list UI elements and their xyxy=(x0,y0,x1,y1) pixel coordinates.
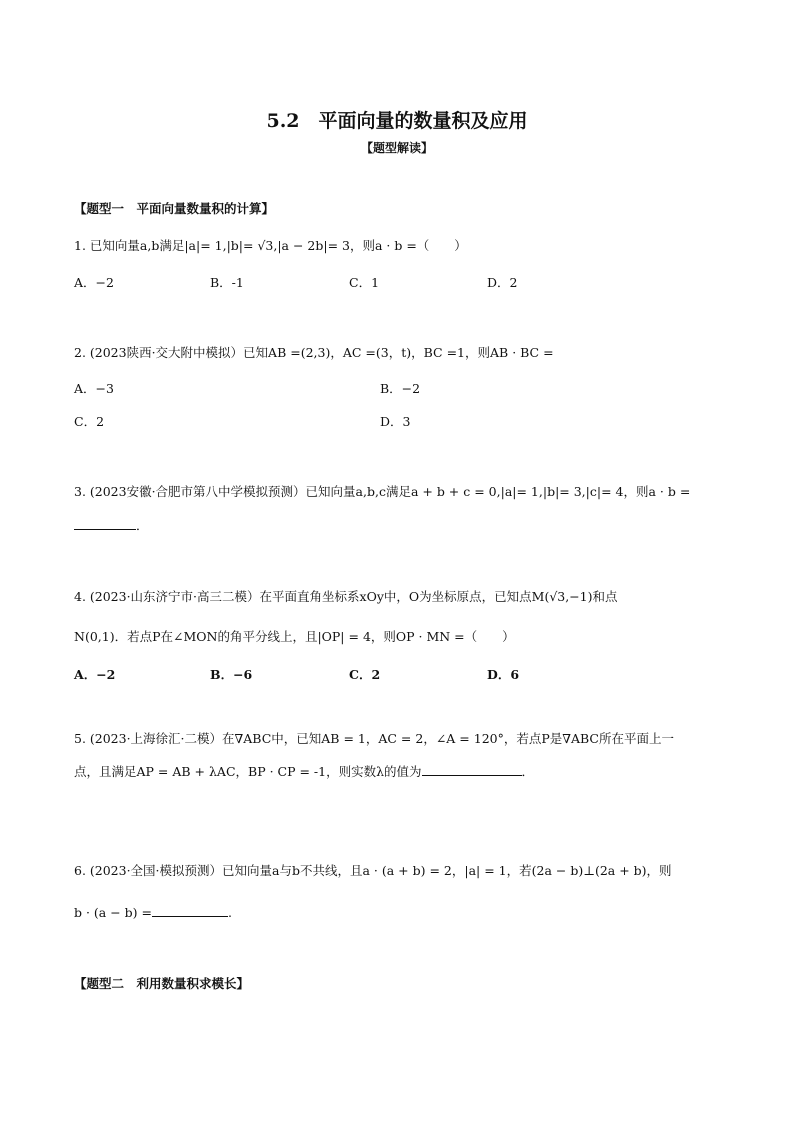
q3-end-mark: ． xyxy=(136,518,149,533)
page-subtitle: 【题型解读】 xyxy=(360,141,433,155)
q1-option-b: B．-1 xyxy=(210,275,244,290)
question-4-line-2: N(0,1)．若点P在∠MON的角平分线上，且|OP| = 4，则OP · MN =（ ） xyxy=(74,629,515,644)
q1-option-d: D．2 xyxy=(487,275,518,290)
q2-option-c: C．2 xyxy=(74,414,105,429)
q5-line-2-text: 点，且满足AP = AB + λAC，BP · CP = -1，则实数λ的值为 xyxy=(74,764,422,779)
answer-blank[interactable] xyxy=(152,904,228,917)
q5-end-mark: ． xyxy=(521,764,535,779)
q4-option-a: A．−2 xyxy=(74,667,116,682)
question-1: 1. 已知向量a,b满足|a|= 1,|b|= √3,|a − 2b|= 3，则a · b =（ ） xyxy=(74,238,467,253)
section-heading-2: 【题型二 利用数量积求模长】 xyxy=(74,976,250,991)
answer-blank[interactable] xyxy=(422,763,522,776)
q2-option-b: B．−2 xyxy=(380,381,421,396)
page-title: 5.2 平面向量的数量积及应用 xyxy=(266,110,528,132)
question-5-line-2 xyxy=(74,762,534,780)
q2-option-d: D．3 xyxy=(380,414,411,429)
q4-option-b: B．−6 xyxy=(210,667,253,682)
question-4: 4. (2023·山东济宁市·高三二模）在平面直角坐标系xOy中，O为坐标原点，已知点M(√3,−1)和点 xyxy=(74,589,618,604)
q4-option-d: D．6 xyxy=(487,667,520,682)
q6-end-mark: . xyxy=(228,905,232,920)
question-6: 6. (2023·全国·模拟预测）已知向量a与b不共线，且a · (a + b) = 2，|a| = 1，若(2a − b)⊥(2a + b)，则 xyxy=(74,863,672,878)
q1-option-c: C．1 xyxy=(349,275,380,290)
question-3-line-2 xyxy=(74,516,149,534)
answer-blank[interactable] xyxy=(74,517,136,530)
section-heading-1: 【题型一 平面向量数量积的计算】 xyxy=(74,201,275,216)
q6-line-2-text: b · (a − b) = xyxy=(74,905,152,920)
question-6-line-2 xyxy=(74,904,232,920)
question-3: 3. (2023安徽·合肥市第八中学模拟预测）已知向量a,b,c满足a + b + c = 0,|a|= 1,|b|= 3,|c|= 4，则a · b = xyxy=(74,484,691,499)
question-5: 5. (2023·上海徐汇·二模）在∇ABC中，已知AB = 1，AC = 2，∠A = 120°，若点P是∇ABC所在平面上一 xyxy=(74,731,675,746)
q1-option-a: A．−2 xyxy=(74,275,114,290)
question-2: 2. (2023陕西·交大附中模拟）已知AB =(2,3)，AC =(3，t)，BC =1，则AB · BC = xyxy=(74,345,554,360)
q4-option-c: C．2 xyxy=(349,667,381,682)
q2-option-a: A．−3 xyxy=(74,381,114,396)
